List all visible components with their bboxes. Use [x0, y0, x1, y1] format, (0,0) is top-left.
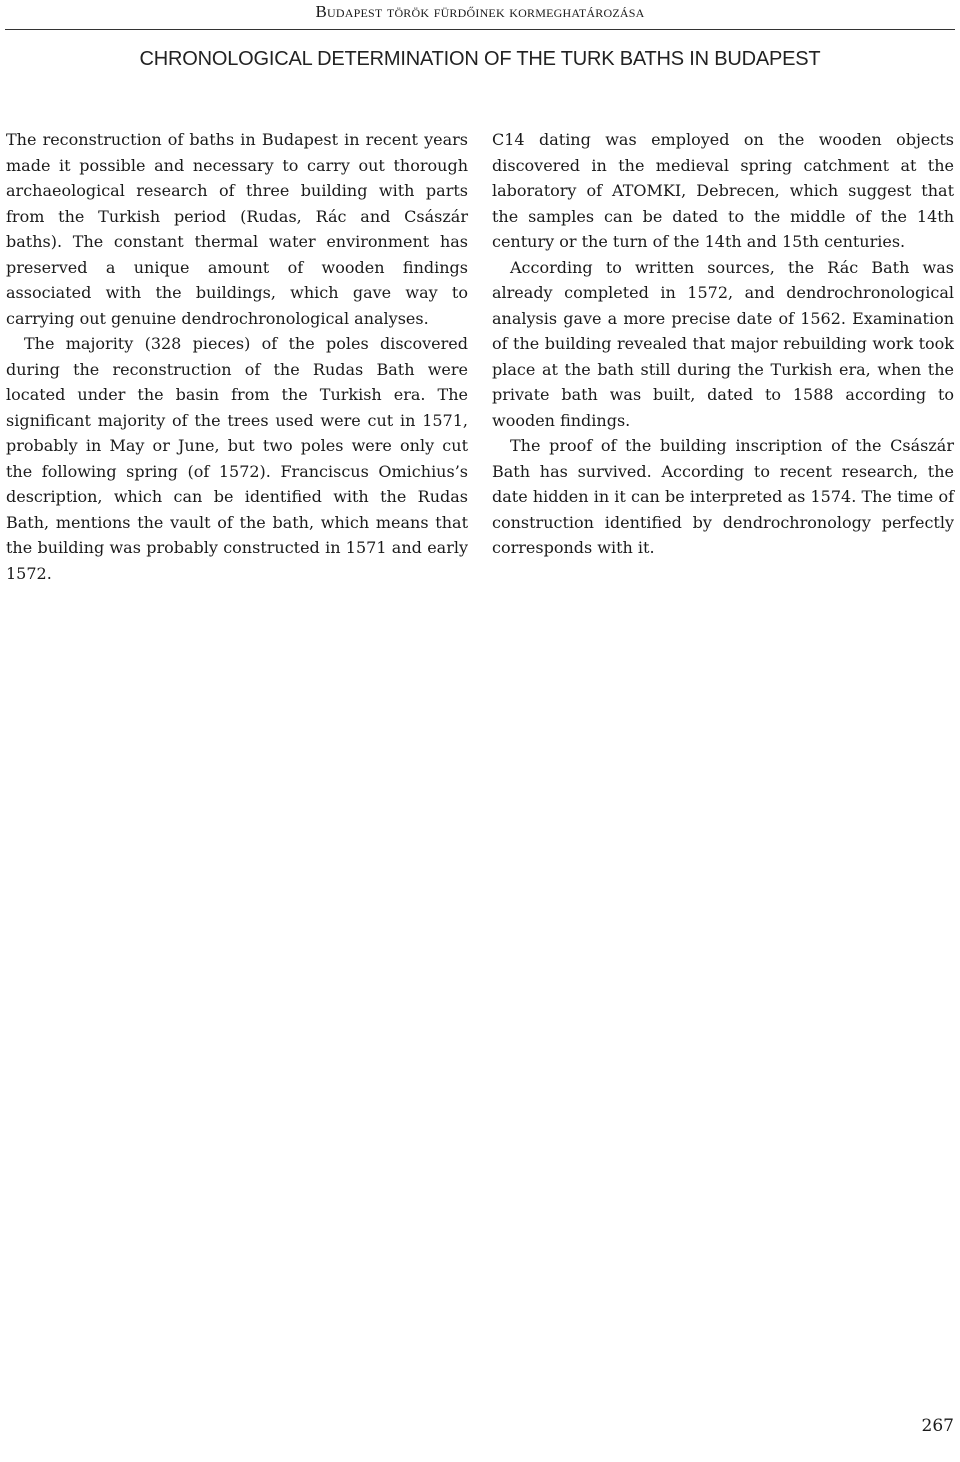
running-head: Budapest török fürdőinek kormeghatározása [315, 2, 645, 21]
right-column [492, 127, 954, 561]
article-title: CHRONOLOGICAL DETERMINATION OF THE TURK BATHS IN BUDAPEST [139, 48, 821, 70]
right-paragraph-3: The proof of the building inscription of the Császár Bath has survived. According to recent research, the date hidden in it can be interpreted as 1574. The time of construction identified by dendrochronology perfectly corresponds with it. [492, 436, 954, 557]
page-number: 267 [921, 1416, 954, 1436]
right-paragraph-1: C14 dating was employed on the wooden objects discovered in the medieval spring catchment at the laboratory of ATOMKI, Debrecen, which suggest that the samples can be dated to the middle of the 14th century or the turn of the 14th and 15th centuries. [492, 130, 954, 251]
header-rule [5, 29, 955, 30]
right-paragraph-2: According to written sources, the Rác Bath was already completed in 1572, and dendrochronological analysis gave a more precise date of 1562. Examination of the building revealed that major rebuilding work took place at the bath still during the Turkish era, when the private bath was built, dated to 1588 according to wooden findings. [492, 257, 954, 430]
left-paragraph-2: The majority (328 pieces) of the poles discovered during the reconstruction of the Rudas Bath were located under the basin from the Turkish era. The significant majority of the trees used were cut in 1571, probably in May or June, but two poles were only cut the following spring (of 1572). Franciscus Omichius’s description, which can be identified with the Rudas Bath, mentions the vault of the bath, which means that the building was probably constructed in 1571 and early 1572. [6, 334, 468, 583]
left-column [6, 127, 468, 586]
left-paragraph-1: The reconstruction of baths in Budapest in recent years made it possible and necessary to carry out thorough archaeological research of three building with parts from the Turkish period (Rudas, Rác and Császár baths). The constant thermal water environment has preserved a unique amount of wooden findings associated with the buildings, which gave way to carrying out genuine dendrochronological analyses. [6, 130, 468, 328]
